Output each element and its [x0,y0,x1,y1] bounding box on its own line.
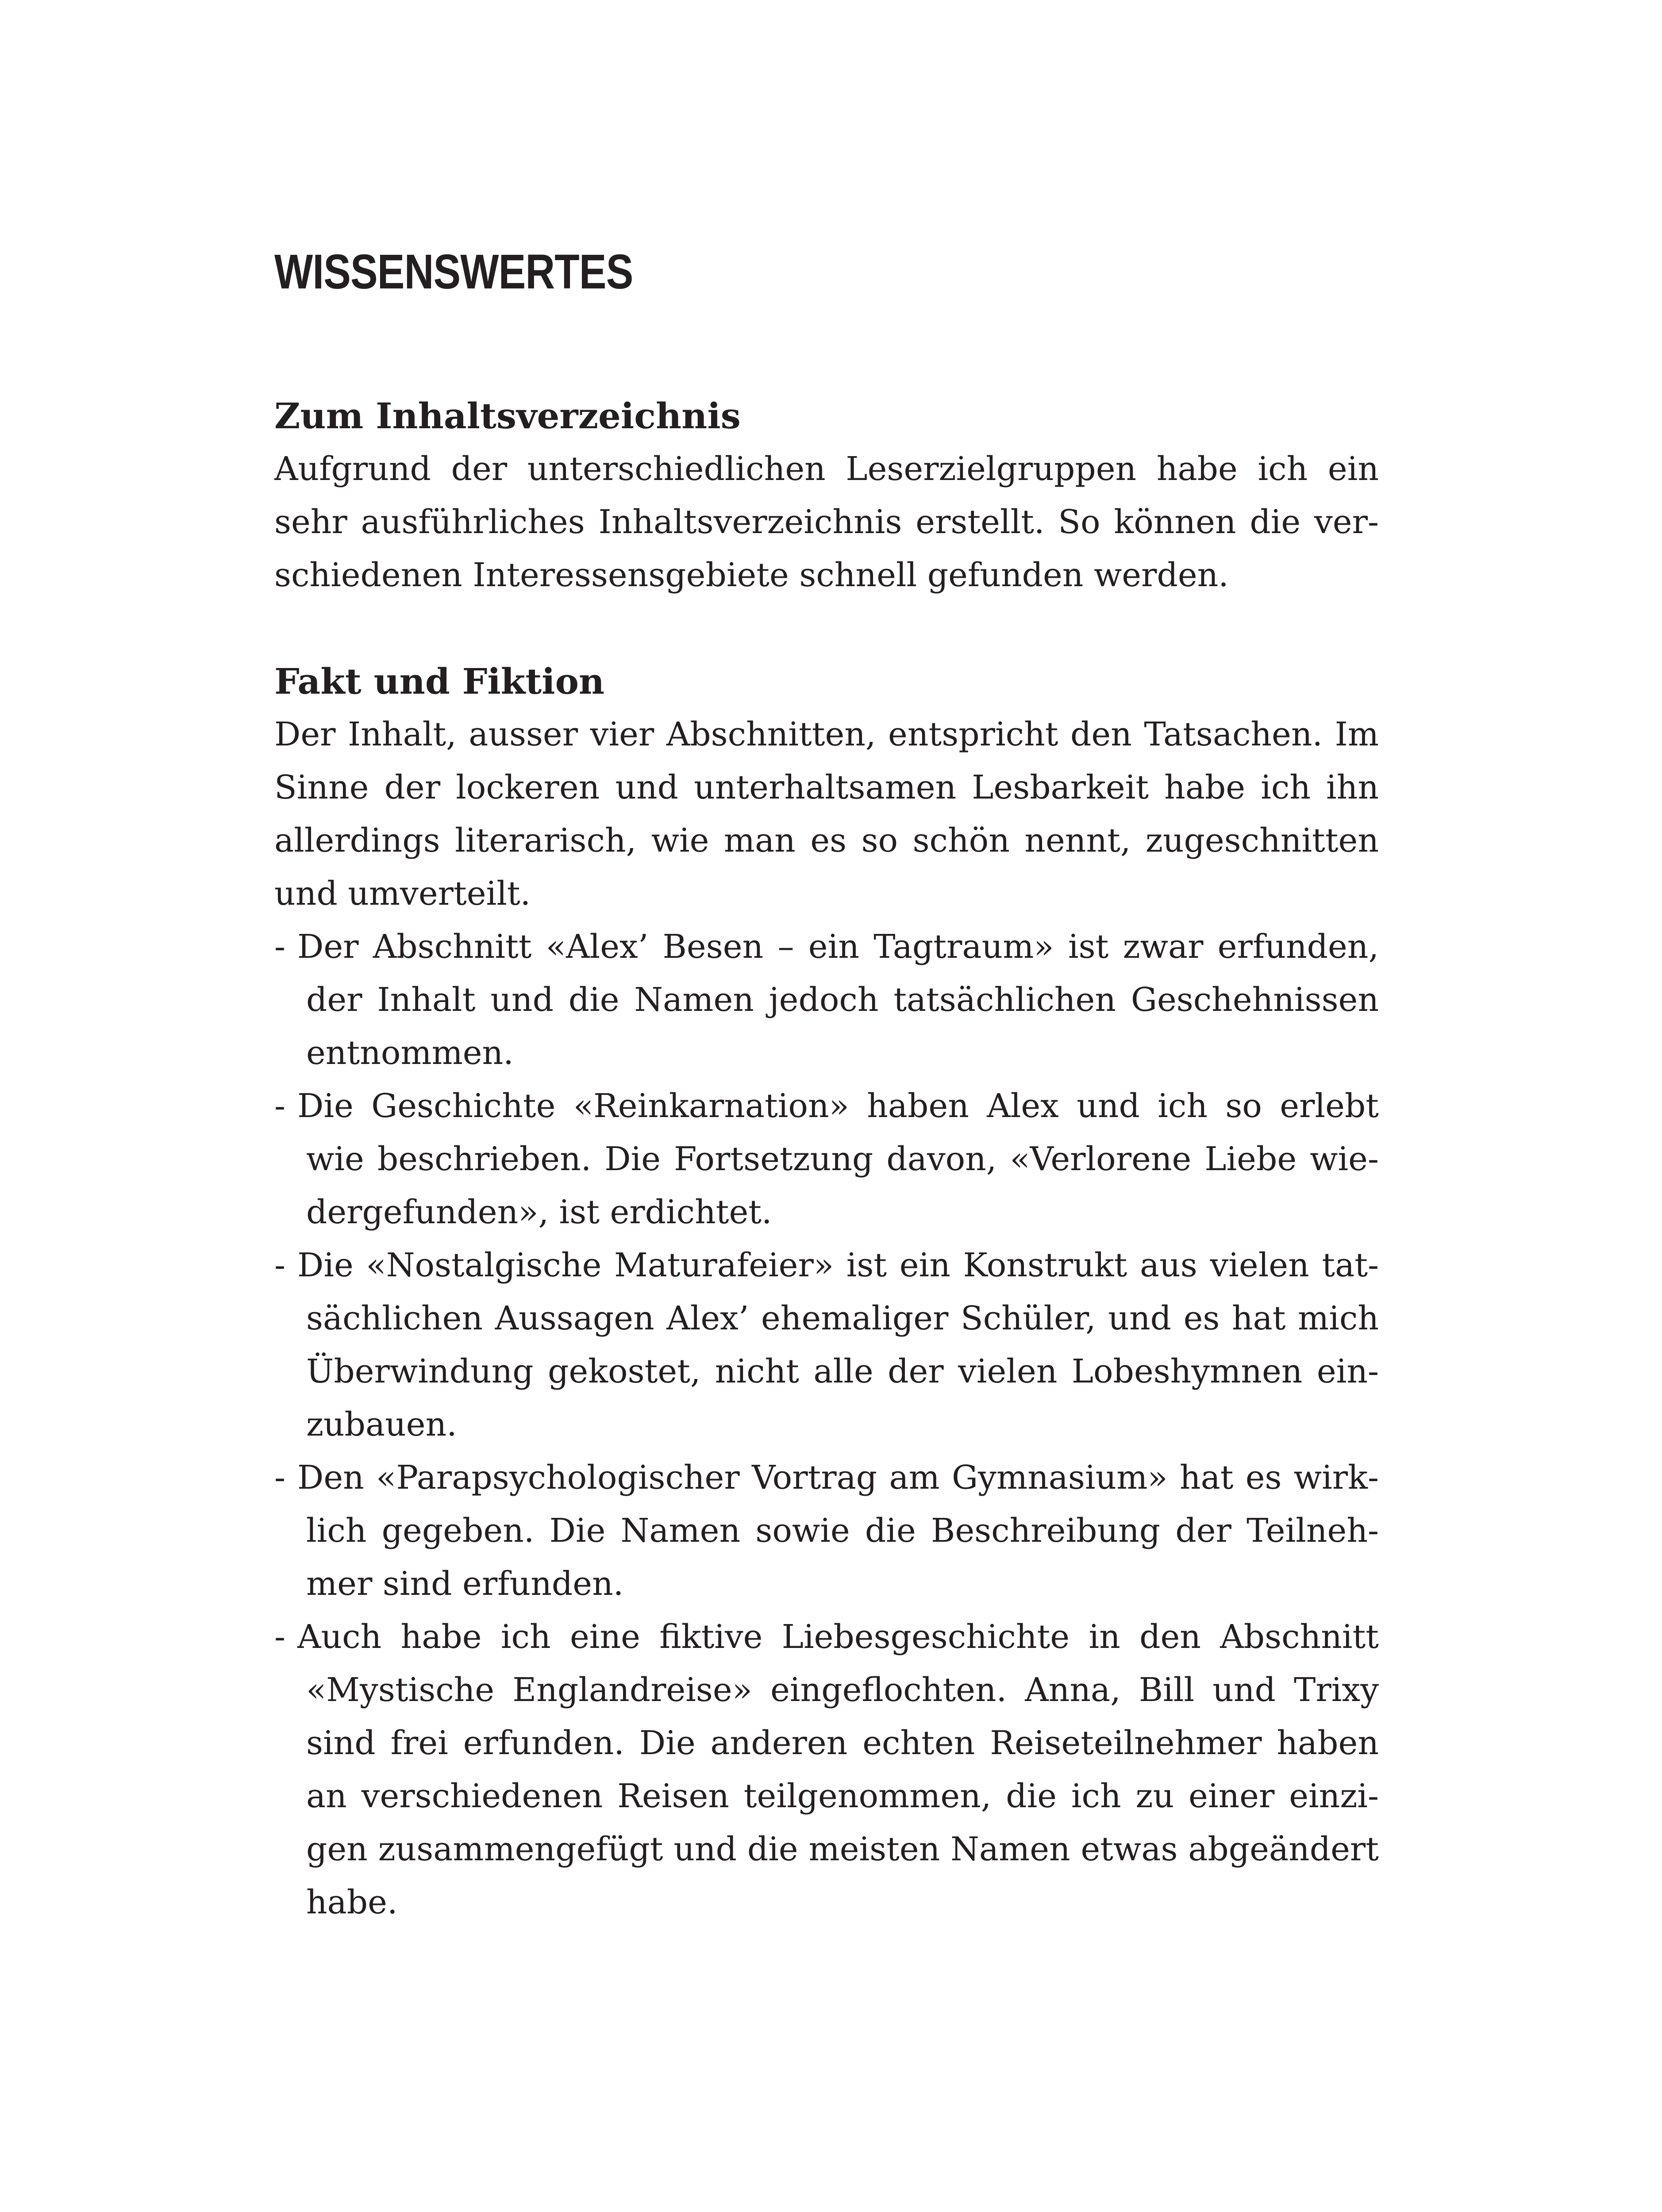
section-heading: Zum Inhaltsverzeichnis [274,395,741,437]
bullet-dash: - [274,928,286,966]
list-item-text: Auch habe ich eine fiktive Liebesgeschichte in den Abschnitt «Mystische Englandreise» eingeflochten. Anna, Bill und Trixy sind frei erfunden. Die anderen echten Reiseteilnehmer haben an verschiedenen Reisen teilgenommen, die ich zu einer einzigen zusammengefügt und die meisten Namen etwas abgeändert habe. [297,1618,1379,1921]
section-table-of-contents [274,389,1379,602]
bullet-dash: - [274,1087,286,1125]
section-paragraph: Der Inhalt, ausser vier Abschnitten, entspricht den Tatsachen. Im Sinne der lockeren und unterhaltsamen Lesbarkeit habe ich ihn allerdings literarisch, wie man es so schön nennt, zugeschnitten und umverteilt. [274,715,1379,913]
list-item [274,1079,1379,1239]
list-item-text: Die «Nostalgische Maturafeier» ist ein Konstrukt aus vielen tatsächlichen Aussagen Alex’ ehemaliger Schüler, und es hat mich Überwindung gekostet, nicht alle der vielen Lobeshymnen einzubauen. [297,1246,1379,1444]
list-item-text: Der Abschnitt «Alex’ Besen – ein Tagtraum» ist zwar erfunden, der Inhalt und die Namen jedoch tatsächlichen Geschehnissen entnommen. [297,928,1379,1072]
list-item-text: Die Geschichte «Reinkarnation» haben Alex und ich so erlebt wie beschrieben. Die Fortsetzung davon, «Verlorene Liebe wiedergefunden», ist erdichtet. [297,1087,1379,1231]
section-fact-and-fiction [274,655,1379,1929]
section-paragraph: Aufgrund der unterschiedlichen Leserzielgruppen habe ich ein sehr ausführliches Inhaltsverzeichnis erstellt. So können die verschiedenen Interessensgebiete schnell gefunden werden. [274,450,1379,594]
list-item [274,1239,1379,1451]
bullet-dash: - [274,1459,286,1497]
list-item-text: Den «Parapsychologischer Vortrag am Gymnasium» hat es wirklich gegeben. Die Namen sowie die Beschreibung der Teilnehmer sind erfunden. [297,1459,1379,1603]
section-heading: Fakt und Fiktion [274,661,605,702]
fiction-list [274,920,1379,1929]
bullet-dash: - [274,1246,286,1284]
list-item [274,1451,1379,1610]
list-item [274,920,1379,1079]
list-item [274,1610,1379,1929]
page-title: WISSENSWERTES [274,245,633,299]
bullet-dash: - [274,1618,286,1656]
document-body [274,389,1379,1929]
